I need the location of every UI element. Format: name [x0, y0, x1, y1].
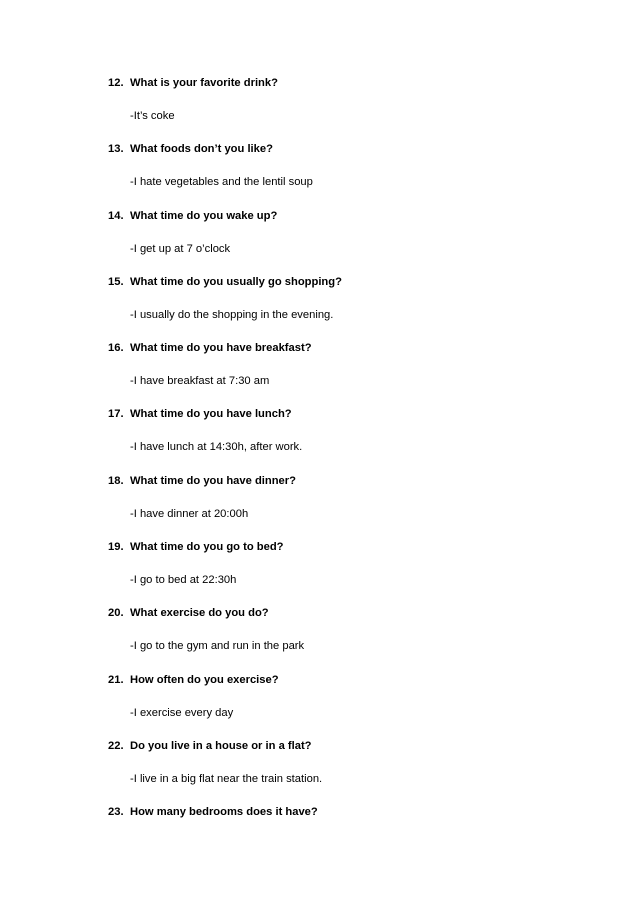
question-text: What time do you have breakfast?: [130, 342, 312, 355]
question-number: 15.: [108, 275, 124, 288]
question-text: Do you live in a house or in a flat?: [130, 739, 312, 752]
answer-text: -I have breakfast at 7:30 am: [130, 375, 270, 388]
qa-item-21: [108, 671, 588, 737]
answer-text: -I get up at 7 o’clock: [130, 242, 231, 255]
question: [108, 74, 278, 92]
answer-text: -I have dinner at 20:00h: [130, 507, 249, 520]
question-number: 23.: [108, 806, 124, 819]
question: [108, 405, 292, 423]
qa-item-16: [108, 339, 588, 405]
question: [108, 604, 269, 622]
answer-text: -I go to bed at 22:30h: [130, 574, 237, 587]
question-number: 19.: [108, 541, 124, 554]
question-text: What time do you wake up?: [130, 209, 278, 222]
qa-item-13: [108, 140, 588, 206]
qa-item-22: [108, 737, 588, 803]
qa-item-18: [108, 472, 588, 538]
question: [108, 737, 312, 755]
question-text: What time do you usually go shopping?: [130, 275, 342, 288]
answer-text: -I go to the gym and run in the park: [130, 640, 305, 653]
answer-text: -I have lunch at 14:30h, after work.: [130, 441, 303, 454]
question: [108, 273, 342, 291]
question: [108, 207, 277, 225]
question-number: 20.: [108, 607, 124, 620]
question-answer-list: [108, 74, 588, 870]
qa-item-17: [108, 405, 588, 471]
question-number: 16.: [108, 342, 124, 355]
qa-item-19: [108, 538, 588, 604]
question: [108, 472, 296, 490]
question-text: What time do you have dinner?: [130, 474, 296, 487]
answer-text: -I usually do the shopping in the evening.: [130, 308, 334, 321]
qa-item-20: [108, 604, 588, 670]
question: [108, 671, 279, 689]
question-text: How often do you exercise?: [130, 673, 279, 686]
question-number: 13.: [108, 143, 124, 156]
question: [108, 140, 273, 158]
qa-item-23: [108, 803, 588, 869]
question: [108, 803, 318, 821]
question-text: What foods don’t you like?: [130, 143, 273, 156]
question-text: What exercise do you do?: [130, 607, 269, 620]
question-number: 12.: [108, 77, 124, 89]
answer-text: -It’s coke: [130, 110, 175, 122]
question-text: How many bedrooms does it have?: [130, 806, 318, 819]
question-text: What is your favorite drink?: [130, 77, 278, 89]
answer-text: -I exercise every day: [130, 706, 234, 719]
question-number: 18.: [108, 474, 124, 487]
qa-item-14: [108, 207, 588, 273]
answer-text: -I live in a big flat near the train station.: [130, 772, 323, 785]
question-text: What time do you go to bed?: [130, 541, 284, 554]
qa-item-12: [108, 74, 588, 140]
question-number: 22.: [108, 739, 124, 752]
question-number: 14.: [108, 209, 124, 222]
qa-item-15: [108, 273, 588, 339]
question-number: 21.: [108, 673, 124, 686]
question-text: What time do you have lunch?: [130, 408, 292, 421]
question: [108, 339, 312, 357]
question: [108, 538, 284, 556]
question-number: 17.: [108, 408, 124, 421]
answer-text: -I hate vegetables and the lentil soup: [130, 176, 313, 189]
